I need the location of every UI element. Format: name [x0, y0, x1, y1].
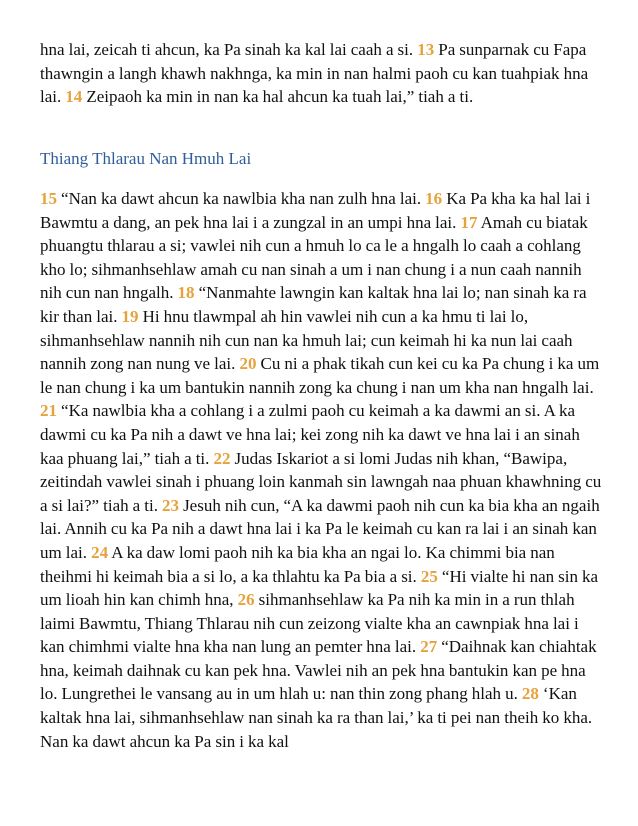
verse-number: 23	[162, 495, 180, 515]
top-paragraph	[40, 38, 606, 109]
verse-text: sihmanhsehlaw ka Pa nih ka min in a run thlah laimi Bawmtu, Thiang Thlarau nih cun zeizong vialte kha an cawnpiak hna lai i kan chimhmi vialte hna kha nan lung an pemter hna lai.	[40, 590, 579, 657]
verse-text: A ka daw lomi paoh nih ka bia kha an ngai lo. Ka chimmi bia nan theihmi hi keimah bia a si lo, a ka thlahtu ka Pa bia a si.	[40, 542, 555, 586]
verse-text: Jesuh nih cun, “A ka dawmi paoh nih cun ka bia kha an ngaih lai. Annih cu ka Pa nih a dawt hna lai i ka Pa le keimah cu kan ra lai i an sinah kan um lai.	[40, 495, 600, 562]
verse-text: Judas Iskariot a si lomi Judas nih khan, “Bawipa, zeitindah vawlei sinah i phuang loin kanmah sin lawngah naa phuan khawhning cu a si lai?” tiah a ti.	[40, 448, 602, 515]
verse-number: 14	[65, 87, 83, 107]
verse-number: 18	[177, 283, 195, 303]
verse-text: “Nanmahte lawngin kan kaltak hna lai lo; nan sinah ka ra kir than lai.	[40, 283, 587, 326]
verse-number: 22	[213, 448, 231, 468]
verse-text: hna lai, zeicah ti ahcun, ka Pa sinah ka kal lai caah a si.	[40, 40, 418, 59]
verse-number: 24	[91, 542, 109, 562]
section-heading: Thiang Thlarau Nan Hmuh Lai	[40, 149, 252, 168]
verse-text: ‘Kan kaltak hna lai, sihmanhsehlaw nan sinah ka ra than lai,’ ka ti pei nan theih ko kha. Nan ka dawt ahcun ka Pa sin i ka kal	[40, 684, 593, 751]
verse-text: Zeipaoh ka min in nan ka hal ahcun ka tuah lai,” tiah a ti.	[82, 87, 474, 107]
verse-number: 17	[460, 212, 478, 232]
verse-number: 15	[40, 189, 57, 208]
verse-text: Amah cu biatak phuangtu thlarau a si; vawlei nih cun a hmuh lo ca le a hngalh lo caah a cohlang kho lo; sihmanhsehlaw amah cu nan sinah a um i nan chung i a nun caah nannih nih cun nan hngalh.	[40, 212, 588, 303]
verse-text: Ka Pa kha ka hal lai i Bawmtu a dang, an pek hna lai i a zungzal in an umpi hna lai.	[40, 189, 591, 232]
verse-number: 26	[237, 590, 255, 610]
verse-text: “Daihnak kan chiahtak hna, keimah daihnak cu kan pek hna. Vawlei nih an pek hna bantukin kan pe hna lo. Lungrethei le vansang au in um hlah u: nan thin zong phang hlah u.	[40, 637, 597, 704]
verse-number: 13	[417, 40, 435, 59]
verse-number: 16	[425, 189, 443, 208]
verse-text: “Nan ka dawt ahcun ka nawlbia kha nan zulh hna lai.	[57, 189, 426, 208]
verse-text: Hi hnu tlawmpal ah hin vawlei nih cun a ka hmu ti lai lo, sihmanhsehlaw nannih nih cun nan ka hmuh lai; cun keimah hi ka nun lai caah nannih zong nan nung ve lai.	[40, 306, 573, 374]
verse-number: 28	[521, 684, 539, 704]
verse-number: 25	[420, 566, 438, 586]
verse-text: Cu ni a phak tikah cun kei cu ka Pa chung i ka um le nan chung i ka um bantukin nannih zong ka chung i nan um kha nan hngalh lai.	[40, 354, 600, 397]
verse-number: 20	[239, 354, 257, 374]
main-paragraph	[40, 187, 606, 753]
verse-text: “Hi vialte hi nan sin ka um lioah hin kan chimh hna,	[40, 566, 599, 610]
verse-number: 21	[40, 401, 57, 421]
verse-number: 19	[121, 306, 139, 326]
verse-text: Pa sunparnak cu Fapa thawngin a langh khawh nakhnga, ka min in nan halmi paoh cu kan tuahpiak hna lai.	[40, 40, 589, 107]
verse-text: “Ka nawlbia kha a cohlang i a zulmi paoh cu keimah a ka dawmi an si. A ka dawmi cu ka Pa nih a dawt ve hna lai; kei zong nih ka dawt ve hna lai i an sinah kaa phuang lai,” tiah a ti.	[40, 401, 580, 468]
verse-number: 27	[420, 637, 438, 657]
